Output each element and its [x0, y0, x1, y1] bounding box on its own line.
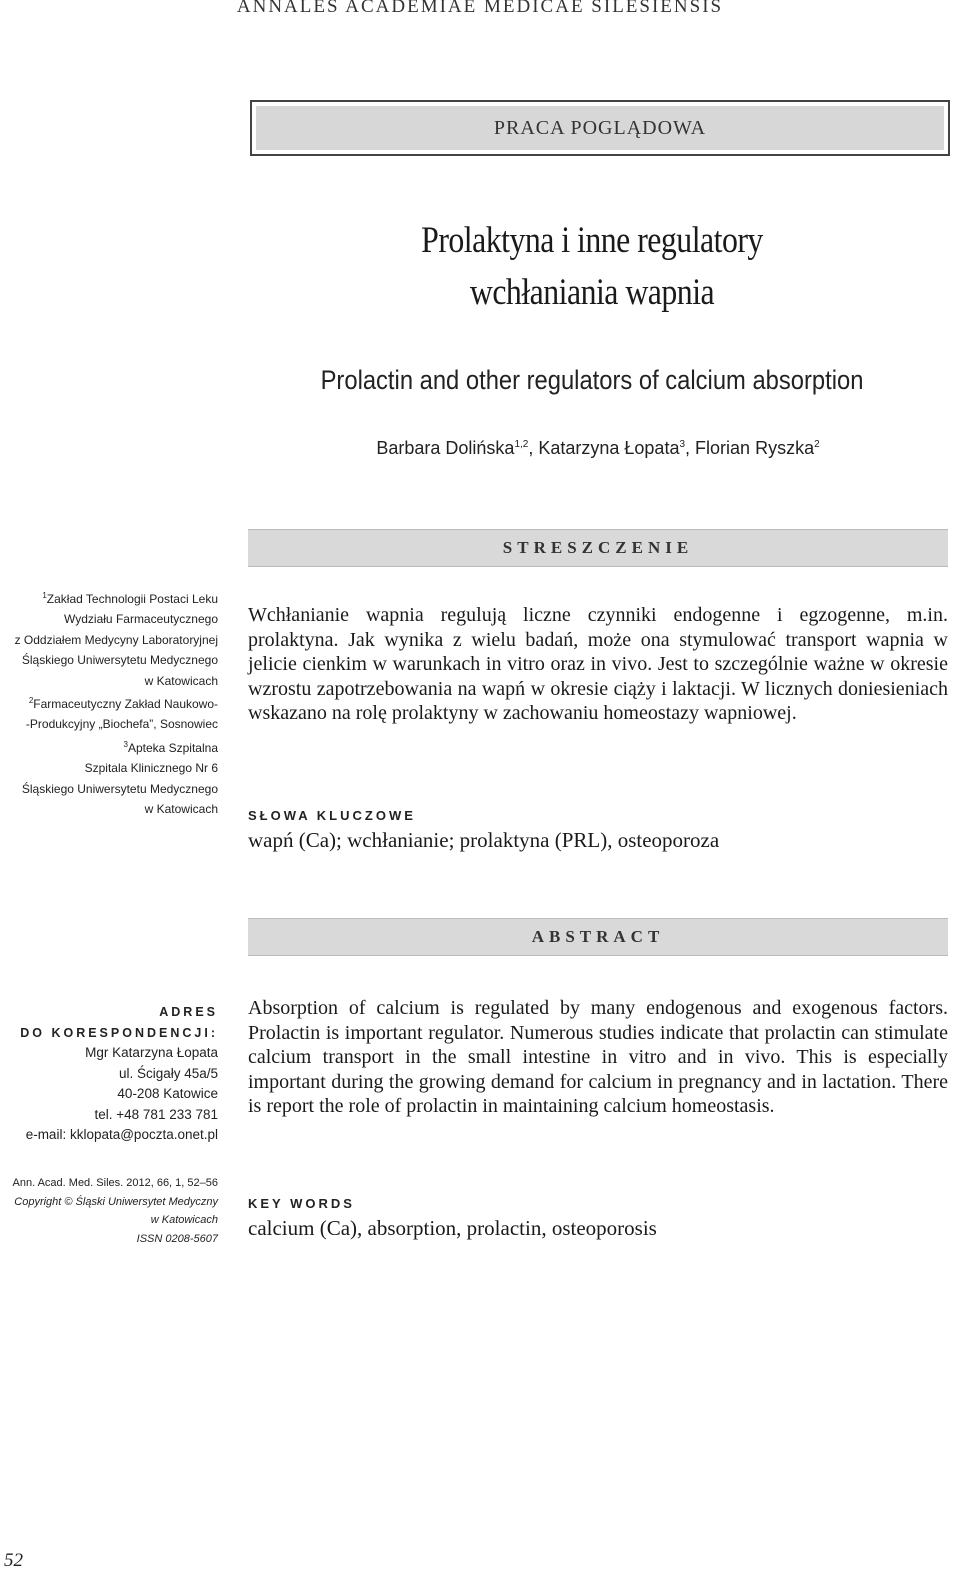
- affiliation-1: [0, 586, 218, 691]
- affiliation-line: Wydziału Farmaceutycznego: [64, 612, 218, 627]
- key-words-text: calcium (Ca), absorption, prolactin, osteoporosis: [248, 1216, 657, 1240]
- affiliation-number: 3: [123, 739, 128, 749]
- affiliation-3: [0, 735, 218, 820]
- journal-name: ANNALES ACADEMIAE MEDICAE SILESIENSIS: [236, 0, 724, 17]
- streszczenie-text: Wchłanianie wapnia regulują liczne czynniki endogenne i egzogenne, m.in. prolaktyna. Jak wynika z wielu badań, może ona stymulować transport wapnia w jelicie cienkim w warunkach in vitro oraz in vivo. Jest to szczególnie ważne w okresie wzrostu zapotrzebowania na wapń w okresie ciąży i laktacji. W licznych doniesieniach wskazano na rolę prolaktyny w zachowaniu homeostazy wapniowej.: [248, 604, 948, 725]
- affiliations: [0, 586, 218, 819]
- abstract-header: ABSTRACT: [248, 918, 948, 956]
- issn: ISSN 0208-5607: [136, 1232, 218, 1245]
- abstract-text: Absorption of calcium is regulated by many endogenous and exogenous factors. Prolactin is important regulator. Numerous studies indicate that prolactin can stimulate calcium transport in the small intestine in vitro and in vivo. This is especially important during the growing demand for calcium in pregnancy and in lactation. There is report the role of prolactin in maintaining calcium homeostasis.: [248, 997, 948, 1118]
- affiliation-line: Szpitala Klinicznego Nr 6: [84, 761, 218, 776]
- affiliation-2: [0, 691, 218, 735]
- affiliation-line: Śląskiego Uniwersytetu Medycznego: [21, 653, 218, 668]
- affiliation-number: 2: [28, 696, 34, 706]
- article-type: PRACA POGLĄDOWA: [256, 106, 944, 150]
- affiliation-line: w Katowicach: [144, 802, 218, 817]
- correspondence-line: 40-208 Katowice: [117, 1086, 218, 1101]
- author-list: Barbara Dolińska$^{1,2}$, Katarzyna Łopata$^3$, Florian Ryszka$^2$: [376, 438, 820, 458]
- author-affiliation-ref: 3: [679, 439, 686, 450]
- correspondence-address: [0, 1002, 218, 1146]
- streszczenie-header: STRESZCZENIE: [248, 529, 948, 567]
- correspondence-email: e-mail: kklopata@poczta.onet.pl: [25, 1127, 218, 1142]
- copyright-line: w Katowicach: [150, 1214, 218, 1227]
- article-type-box: [250, 100, 950, 156]
- slowa-kluczowe-heading: SŁOWA KLUCZOWE: [248, 808, 416, 823]
- correspondence-line: Mgr Katarzyna Łopata: [85, 1045, 218, 1060]
- copyright-line: Copyright © Śląski Uniwersytet Medyczny: [14, 1195, 218, 1208]
- affiliation-line: w Katowicach: [144, 673, 218, 688]
- english-title: Prolactin and other regulators of calcium absorption: [320, 365, 864, 395]
- page-number: 52: [4, 1550, 23, 1571]
- title-line-2: wchłaniania wapnia: [469, 272, 715, 313]
- correspondence-line: ul. Ścigały 45a/5: [118, 1065, 218, 1081]
- affiliation-line: Apteka Szpitalna: [127, 740, 218, 755]
- citation-ref: Ann. Acad. Med. Siles. 2012, 66, 1, 52–56: [12, 1177, 218, 1189]
- affiliation-line: Zakład Technologii Postaci Leku: [46, 592, 218, 606]
- affiliation-line: z Oddziałem Medycyny Laboratoryjnej: [14, 632, 218, 647]
- correspondence-heading: DO KORESPONDENCJI:: [20, 1025, 218, 1040]
- correspondence-heading: ADRES: [159, 1005, 218, 1019]
- author-name: Barbara Dolińska: [376, 438, 515, 458]
- author-affiliation-ref: 1,2: [514, 439, 529, 450]
- affiliation-line: Farmaceutyczny Zakład Naukowo-: [33, 697, 218, 712]
- author-affiliation-ref: 2: [814, 439, 820, 450]
- affiliation-line: -Produkcyjny „Biochefa”, Sosnowiec: [25, 717, 218, 732]
- author-name: Florian Ryszka: [695, 438, 815, 458]
- correspondence-line: tel. +48 781 233 781: [94, 1106, 218, 1122]
- affiliation-number: 1: [42, 591, 47, 600]
- slowa-kluczowe-text: wapń (Ca); wchłanianie; prolaktyna (PRL), osteoporoza: [248, 828, 720, 852]
- citation-block: [0, 1174, 218, 1248]
- author-name: Katarzyna Łopata: [538, 438, 680, 458]
- title-line-1: Prolaktyna i inne regulatory: [421, 220, 763, 261]
- article-title: [298, 215, 886, 319]
- key-words-heading: KEY WORDS: [248, 1196, 355, 1211]
- affiliation-line: Śląskiego Uniwersytetu Medycznego: [21, 781, 218, 796]
